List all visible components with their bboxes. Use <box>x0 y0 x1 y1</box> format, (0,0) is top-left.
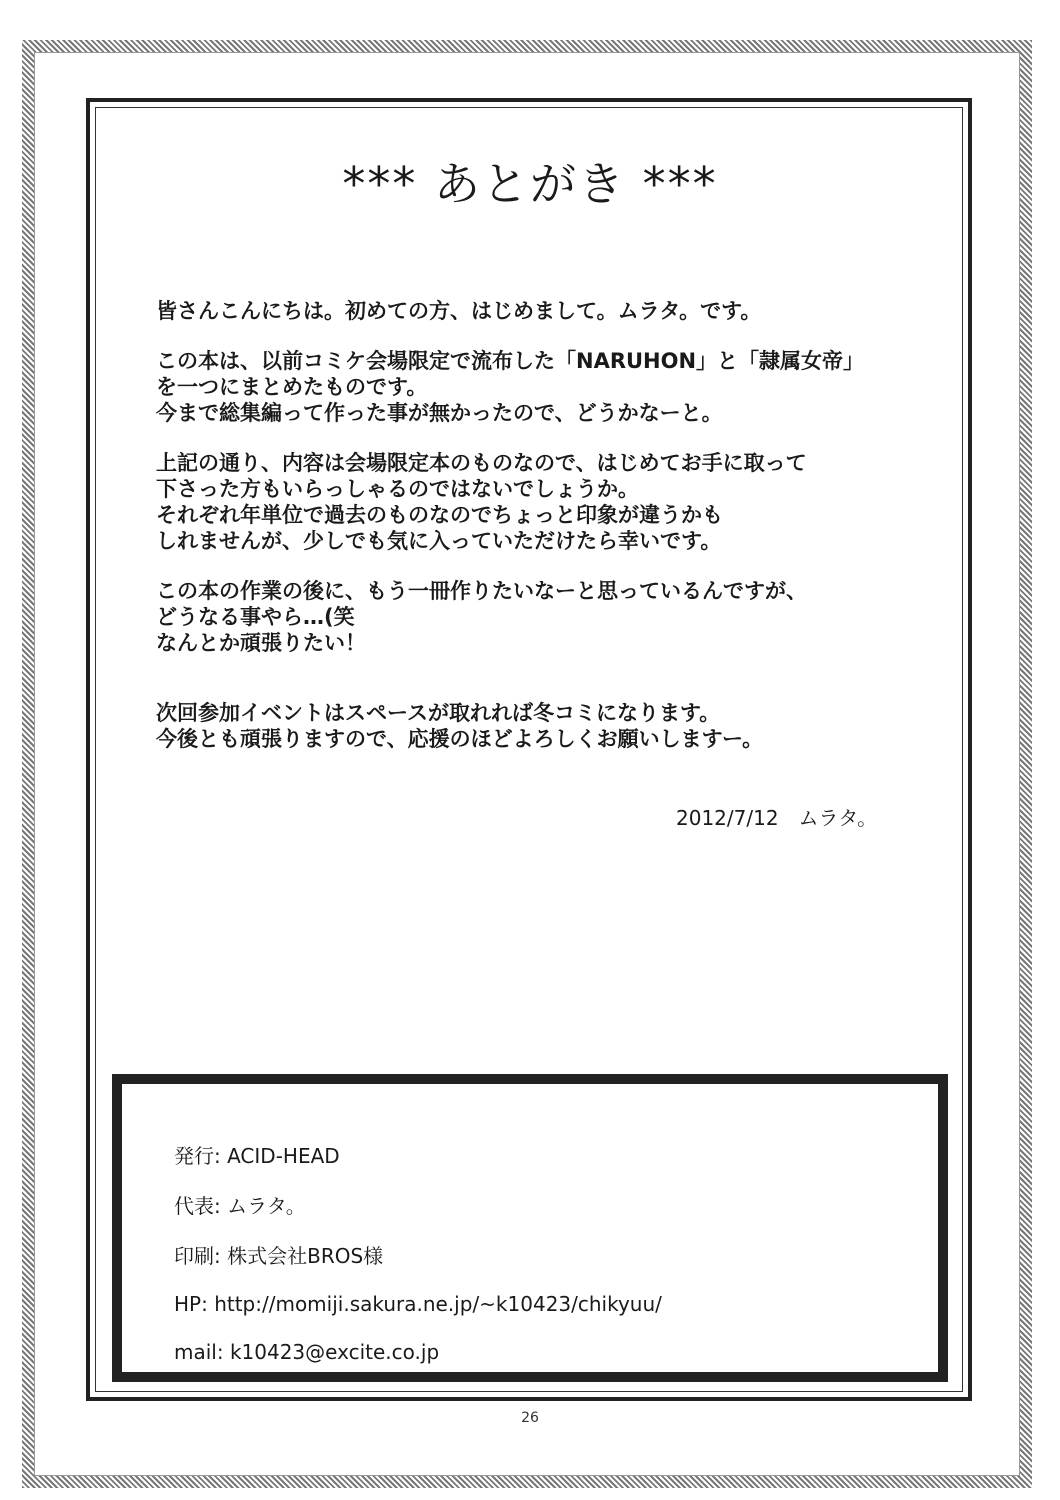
text-line: 下さった方もいらっしゃるのではないでしょうか。 <box>156 477 639 501</box>
text-line: この本は、以前コミケ会場限定で流布した「NARUHON」と「隷属女帝」 <box>156 349 865 373</box>
text-line: 今まで総集編って作った事が無かったので、どうかなーと。 <box>156 401 723 425</box>
colophon-printer: 印刷: 株式会社BROS様 <box>174 1244 384 1268</box>
paragraph-about-book <box>156 348 916 426</box>
afterword-title: *** あとがき *** <box>342 157 718 211</box>
paragraph-contents <box>156 450 916 554</box>
text-line: 次回参加イベントはスペースが取れれば冬コミになります。 <box>156 701 721 725</box>
colophon-publisher: 発行: ACID-HEAD <box>174 1144 340 1168</box>
text-line: どうなる事やら…(笑 <box>156 605 355 629</box>
colophon-representative: 代表: ムラタ。 <box>174 1194 306 1218</box>
colophon-homepage-url: HP: http://momiji.sakura.ne.jp/~k10423/chikyuu/ <box>174 1292 662 1316</box>
paragraph-next-book <box>156 578 916 656</box>
text-line: この本の作業の後に、もう一冊作りたいなーと思っているんですが、 <box>156 579 807 603</box>
text-line: なんとか頑張りたい！ <box>156 631 366 655</box>
text-line: しれませんが、少しでも気に入っていただけたら幸いです。 <box>156 529 722 553</box>
text-line: 今後とも頑張りますので、応援のほどよろしくお願いしますー。 <box>156 727 764 751</box>
colophon-mail-address: mail: k10423@excite.co.jp <box>174 1340 440 1364</box>
afterword-body <box>156 298 916 776</box>
colophon-box <box>112 1074 948 1382</box>
text-line: それぞれ年単位で過去のものなのでちょっと印象が違うかも <box>156 503 723 527</box>
text-line: 皆さんこんにちは。初めての方、はじめまして。ムラタ。です。 <box>156 299 762 323</box>
paragraph-greeting <box>156 298 916 324</box>
signature-date: 2012/7/12 ムラタ。 <box>676 806 878 830</box>
text-line: を一つにまとめたものです。 <box>156 375 428 399</box>
text-line: 上記の通り、内容は会場限定本のものなので、はじめてお手に取って <box>156 451 807 475</box>
page-number: 26 <box>521 1410 539 1426</box>
paragraph-next-event <box>156 700 916 752</box>
